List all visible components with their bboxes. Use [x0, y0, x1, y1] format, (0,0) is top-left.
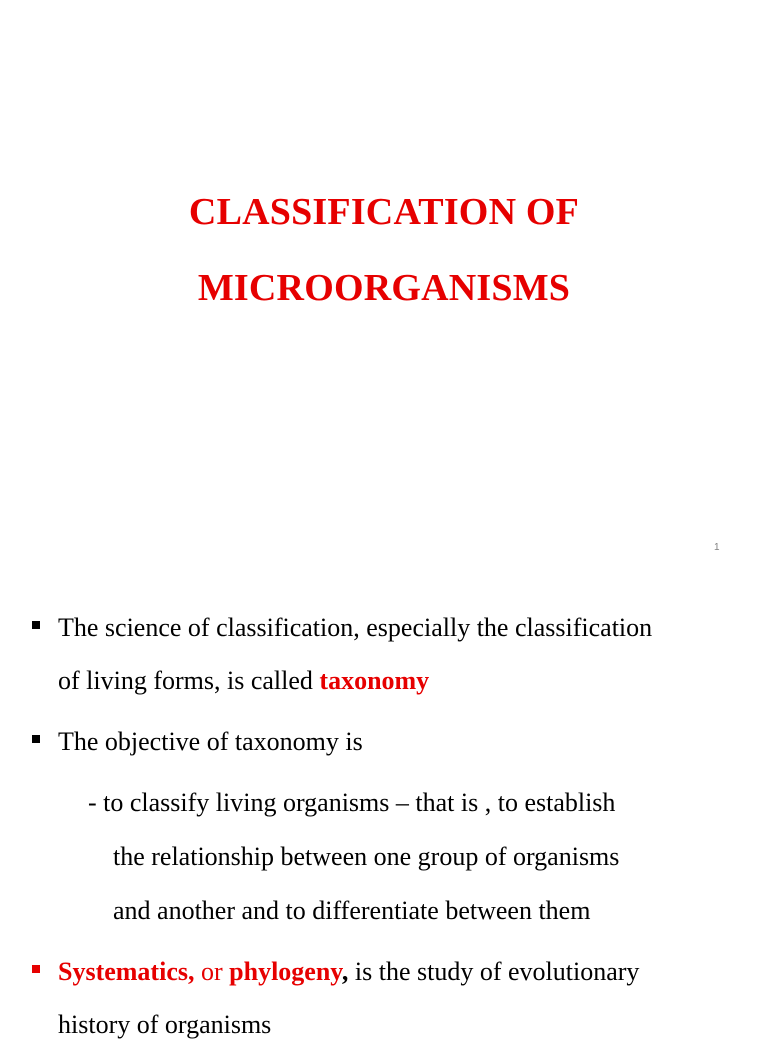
bullet-1-line-2-text: of living forms, is called — [58, 666, 320, 695]
page-number: 1 — [714, 542, 720, 553]
bullet-square-icon — [32, 735, 40, 743]
bullet-1-line-2 — [58, 668, 429, 694]
bullet-square-icon — [32, 965, 40, 973]
bullet-3-line-1 — [58, 959, 639, 985]
slide-title-line-1: CLASSIFICATION OF — [188, 191, 580, 233]
bullet-2-sub-line-1: - to classify living organisms – that is , to establish — [88, 788, 616, 817]
bullet-3-line-1-rest: is the study of evolutionary — [348, 957, 640, 986]
bullet-1-line-1: The science of classification, especially the classification — [58, 613, 653, 642]
slide-2 — [0, 576, 768, 1039]
bullet-2-sub-line-3: and another and to differentiate between them — [113, 896, 591, 925]
bullet-square-icon — [32, 621, 40, 629]
comma: , — [341, 957, 349, 986]
bullet-3-line-2: history of organisms — [58, 1010, 272, 1039]
systematics-term: Systematics, — [58, 957, 195, 986]
slide-title-line-2: MICROORGANISMS — [197, 267, 571, 309]
bullet-2-sub-line-2: the relationship between one group of organisms — [113, 842, 620, 871]
phylogeny-term: phylogeny — [229, 957, 342, 986]
taxonomy-term: taxonomy — [319, 666, 430, 695]
bullet-2-line-1: The objective of taxonomy is — [58, 727, 363, 756]
or-connector: or — [194, 957, 230, 986]
